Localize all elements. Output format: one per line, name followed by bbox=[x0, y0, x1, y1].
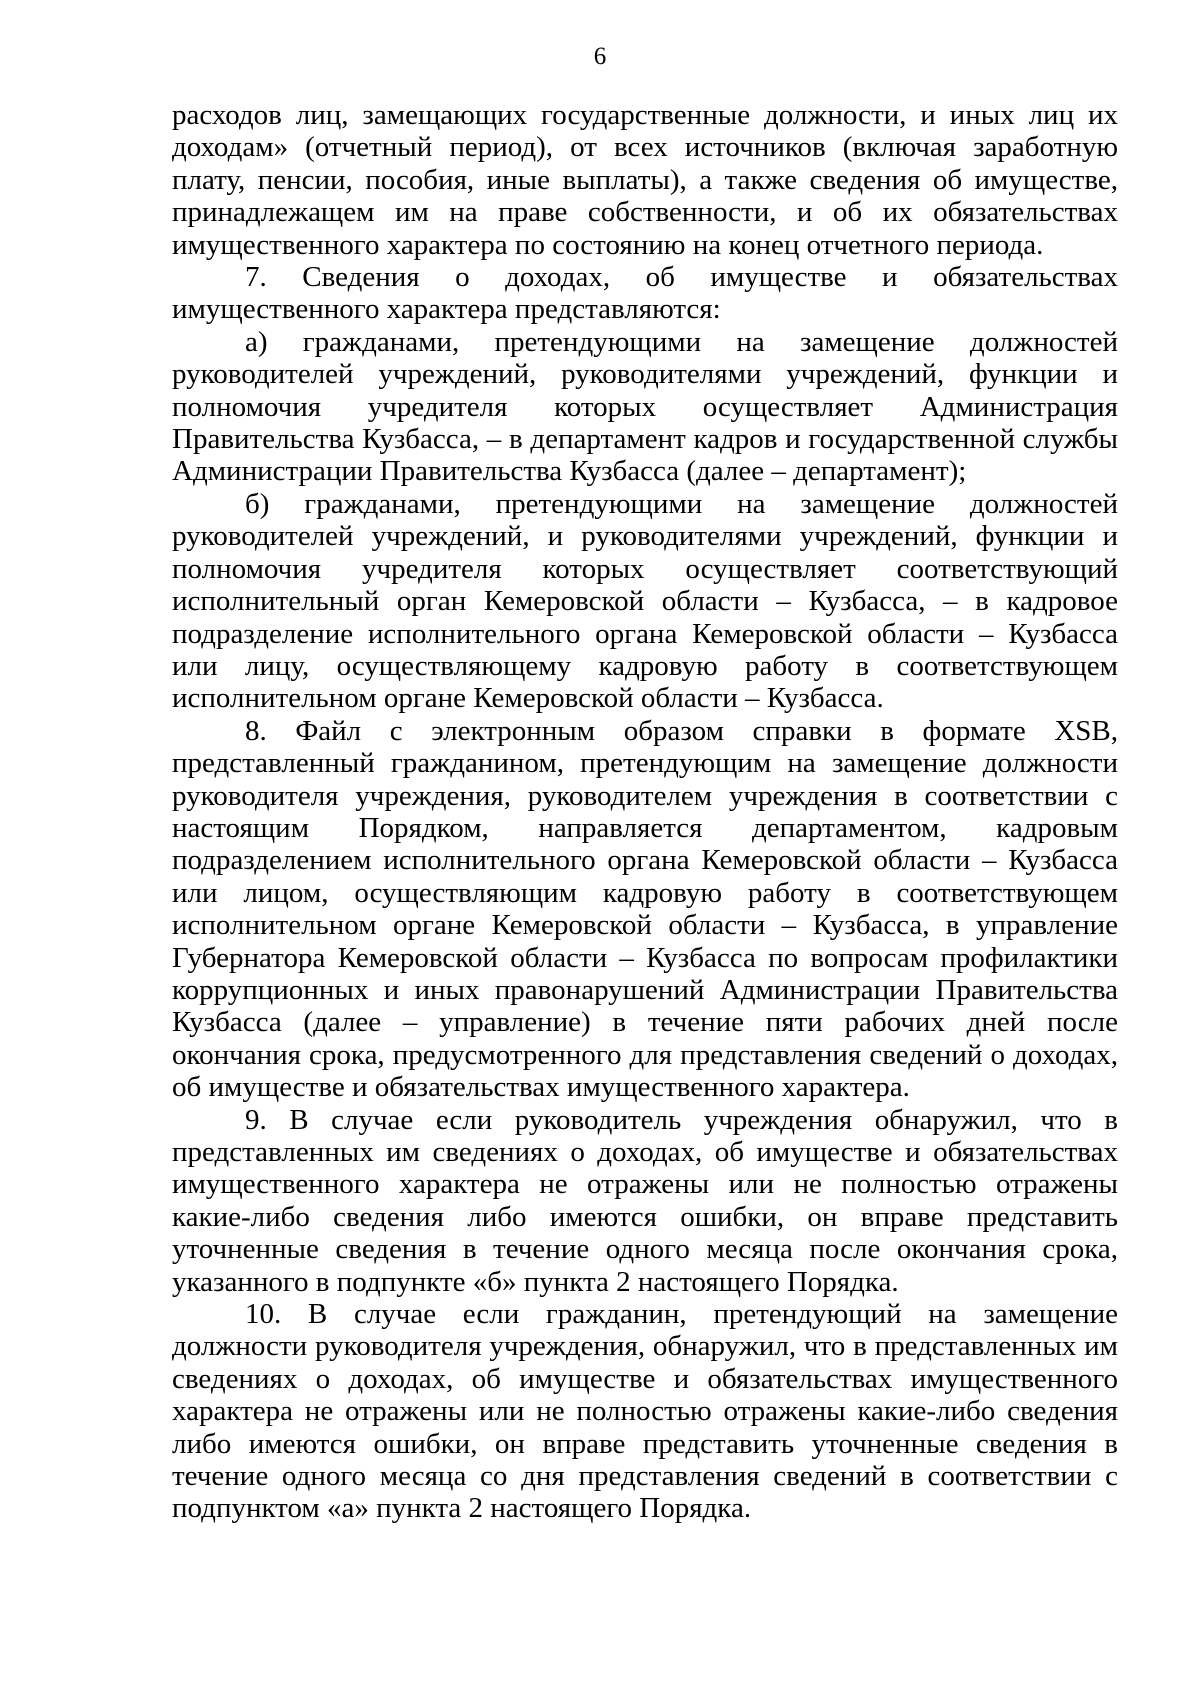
paragraph-item-7a: а) гражданами, претендующими на замещение должностей руководителей учреждений, руководителями учреждений, функции и полномочия учредителя которых осуществляет Администрация Правительства Кузбасса, – в департамент кадров и государственной службы Администрации Правительства Кузбасса (далее – департамент); bbox=[172, 325, 1118, 488]
page-number: 6 bbox=[593, 43, 607, 70]
paragraph-item-7: 7. Сведения о доходах, об имуществе и обязательствах имущественного характера представляются: bbox=[172, 261, 1118, 326]
document-body bbox=[172, 99, 1118, 1525]
paragraph-item-7b: б) гражданами, претендующими на замещение должностей руководителей учреждений, и руководителями учреждений, функции и полномочия учредителя которых осуществляет соответствующий исполнительный орган Кемеровской области – Кузбасса, – в кадровое подразделение исполнительного органа Кемеровской области – Кузбасса или лицу, осуществляющему кадровую работу в соответствующем исполнительном органе Кемеровской области – Кузбасса. bbox=[172, 487, 1118, 715]
paragraph-continuation: расходов лиц, замещающих государственные должности, и иных лиц их доходам» (отчетный период), от всех источников (включая заработную плату, пенсии, пособия, иные выплаты), а также сведения об имуществе, принадлежащем им на праве собственности, и об их обязательствах имущественного характера по состоянию на конец отчетного периода. bbox=[172, 99, 1118, 261]
paragraph-item-10: 10. В случае если гражданин, претендующий на замещение должности руководителя учреждения, обнаружил, что в представленных им сведениях о доходах, об имуществе и обязательствах имущественного характера не отражены или не полностью отражены какие-либо сведения либо имеются ошибки, он вправе представить уточненные сведения в течение одного месяца со дня представления сведений в соответствии с подпунктом «а» пункта 2 настоящего Порядка. bbox=[172, 1298, 1118, 1525]
paragraph-item-9: 9. В случае если руководитель учреждения обнаружил, что в представленных им сведениях о доходах, об имуществе и обязательствах имущественного характера не отражены или не полностью отражены какие-либо сведения либо имеются ошибки, он вправе представить уточненные сведения в течение одного месяца после окончания срока, указанного в подпункте «б» пункта 2 настоящего Порядка. bbox=[172, 1103, 1118, 1298]
paragraph-item-8: 8. Файл с электронным образом справки в формате XSB, представленный гражданином, претендующим на замещение должности руководителя учреждения, руководителем учреждения в соответствии с настоящим Порядком, направляется департаментом, кадровым подразделением исполнительного органа Кемеровской области – Кузбасса или лицом, осуществляющим кадровую работу в соответствующем исполнительном органе Кемеровской области – Кузбасса, в управление Губернатора Кемеровской области – Кузбасса по вопросам профилактики коррупционных и иных правонарушений Администрации Правительства Кузбасса (далее – управление) в течение пяти рабочих дней после окончания срока, предусмотренного для представления сведений о доходах, об имуществе и обязательствах имущественного характера. bbox=[172, 714, 1118, 1104]
